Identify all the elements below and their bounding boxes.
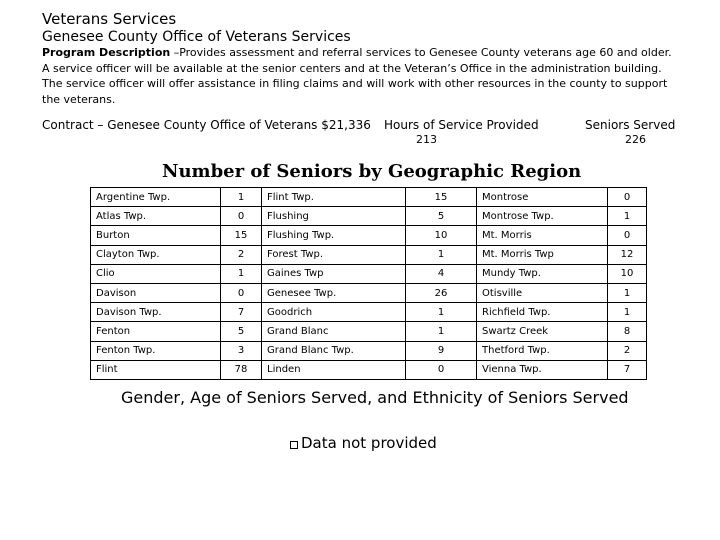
region-count-cell: 1 (608, 283, 647, 302)
region-count-cell: 7 (608, 360, 647, 379)
region-count-cell: 26 (406, 283, 477, 302)
region-count-cell: 15 (221, 226, 262, 245)
region-name-cell: Fenton (91, 322, 221, 341)
region-name-cell: Thetford Twp. (477, 341, 608, 360)
table-row (91, 264, 647, 283)
region-count-cell: 7 (221, 303, 262, 322)
region-count-cell: 1 (406, 303, 477, 322)
description-text: –Provides assessment and referral services to Genesee County veterans age 60 and older. A service officer will be available at the senior centers and at the Veteran’s Office in the administration building. The service officer will offer assistance in filing claims and will work with other resources in the county to support the veterans. (42, 46, 672, 106)
region-count-cell: 3 (221, 341, 262, 360)
region-count-cell: 2 (221, 245, 262, 264)
table-row (91, 360, 647, 379)
region-count-cell: 15 (406, 188, 477, 207)
table-row (91, 188, 647, 207)
region-count-cell: 0 (608, 226, 647, 245)
description-label: Program Description (42, 46, 171, 59)
region-name-cell: Swartz Creek (477, 322, 608, 341)
region-count-cell: 1 (406, 322, 477, 341)
hours-label: Hours of Service Provided (384, 118, 539, 132)
table-row (91, 245, 647, 264)
table-row (91, 303, 647, 322)
region-count-cell: 10 (608, 264, 647, 283)
region-name-cell: Flint Twp. (262, 188, 406, 207)
region-count-cell: 1 (608, 303, 647, 322)
region-count-cell: 9 (406, 341, 477, 360)
page-subtitle: Genesee County Office of Veterans Services (42, 29, 351, 45)
region-name-cell: Goodrich (262, 303, 406, 322)
program-description (42, 45, 682, 107)
region-count-cell: 8 (608, 322, 647, 341)
region-count-cell: 1 (221, 188, 262, 207)
region-name-cell: Otisville (477, 283, 608, 302)
region-count-cell: 5 (406, 207, 477, 226)
region-count-cell: 12 (608, 245, 647, 264)
data-not-provided-text: Data not provided (301, 434, 437, 452)
region-count-cell: 0 (221, 207, 262, 226)
region-name-cell: Flushing Twp. (262, 226, 406, 245)
regions-title: Number of Seniors by Geographic Region (162, 161, 582, 182)
region-name-cell: Davison Twp. (91, 303, 221, 322)
table-row (91, 207, 647, 226)
region-count-cell: 2 (608, 341, 647, 360)
region-name-cell: Linden (262, 360, 406, 379)
region-name-cell: Flushing (262, 207, 406, 226)
table-row (91, 226, 647, 245)
table-row (91, 322, 647, 341)
gender-section-title: Gender, Age of Seniors Served, and Ethnicity of Seniors Served (121, 388, 629, 407)
region-name-cell: Forest Twp. (262, 245, 406, 264)
region-count-cell: 10 (406, 226, 477, 245)
region-count-cell: 1 (221, 264, 262, 283)
hours-value: 213 (416, 133, 437, 146)
region-count-cell: 1 (608, 207, 647, 226)
seniors-served-label: Seniors Served (585, 118, 676, 132)
region-count-cell: 0 (221, 283, 262, 302)
region-name-cell: Davison (91, 283, 221, 302)
region-name-cell: Grand Blanc (262, 322, 406, 341)
regions-table (90, 187, 647, 380)
region-name-cell: Fenton Twp. (91, 341, 221, 360)
region-name-cell: Genesee Twp. (262, 283, 406, 302)
region-count-cell: 4 (406, 264, 477, 283)
region-count-cell: 1 (406, 245, 477, 264)
region-count-cell: 5 (221, 322, 262, 341)
region-name-cell: Vienna Twp. (477, 360, 608, 379)
region-name-cell: Mt. Morris (477, 226, 608, 245)
table-row (91, 341, 647, 360)
region-name-cell: Atlas Twp. (91, 207, 221, 226)
region-count-cell: 78 (221, 360, 262, 379)
region-name-cell: Clio (91, 264, 221, 283)
seniors-served-value: 226 (625, 133, 646, 146)
region-name-cell: Grand Blanc Twp. (262, 341, 406, 360)
region-count-cell: 0 (608, 188, 647, 207)
region-name-cell: Flint (91, 360, 221, 379)
bullet-square-icon (290, 441, 298, 449)
region-name-cell: Montrose Twp. (477, 207, 608, 226)
region-name-cell: Mt. Morris Twp (477, 245, 608, 264)
region-name-cell: Gaines Twp (262, 264, 406, 283)
region-count-cell: 0 (406, 360, 477, 379)
region-name-cell: Richfield Twp. (477, 303, 608, 322)
region-name-cell: Argentine Twp. (91, 188, 221, 207)
page-title: Veterans Services (42, 10, 177, 28)
region-name-cell: Burton (91, 226, 221, 245)
table-row (91, 283, 647, 302)
region-name-cell: Clayton Twp. (91, 245, 221, 264)
contract-text: Contract – Genesee County Office of Veterans $21,336 (42, 118, 371, 132)
region-name-cell: Montrose (477, 188, 608, 207)
region-name-cell: Mundy Twp. (477, 264, 608, 283)
